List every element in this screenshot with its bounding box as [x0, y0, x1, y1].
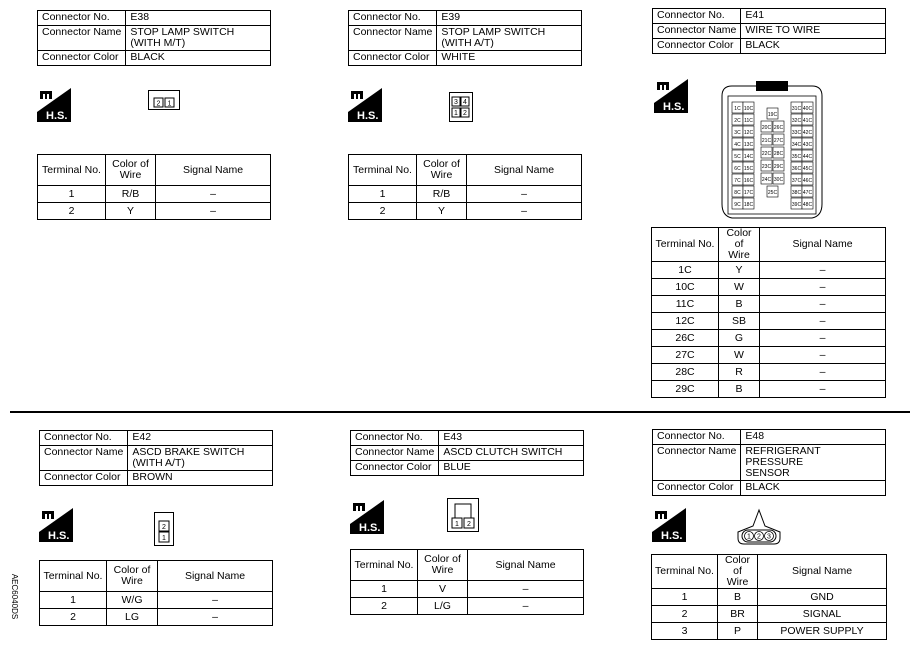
hs-label: H.S.: [663, 101, 685, 113]
pin-label: 15C: [743, 165, 754, 172]
signal-name-header: Signal Name: [158, 561, 273, 592]
connector-color-label: Connector Color: [351, 461, 439, 476]
table-row: 12C SB –: [652, 313, 886, 330]
table-row: 26C G –: [652, 330, 886, 347]
signal-name-header: Signal Name: [156, 155, 271, 186]
pin-label: 46C: [802, 177, 813, 184]
pin-label: 24C: [761, 176, 772, 183]
pin-label: 4: [463, 99, 467, 106]
hs-harness-side-icon: [652, 508, 686, 542]
pin-label: 1: [455, 521, 459, 528]
pin-label: 32C: [791, 117, 802, 124]
hs-harness-side-icon: [350, 500, 384, 534]
table-row: 27C W –: [652, 347, 886, 364]
pin-label: 6C: [734, 165, 741, 172]
pin-label: 45C: [802, 165, 813, 172]
pin-label: 18C: [743, 201, 754, 208]
connector-color-value: BLACK: [741, 39, 886, 54]
pin-label: 1C: [734, 105, 741, 112]
connector-face-e41: [720, 78, 824, 220]
pin-label: 1: [167, 100, 172, 108]
connector-info-table: [348, 10, 582, 66]
connector-e42: [39, 430, 273, 486]
connector-no-value: E41: [741, 9, 886, 24]
pin-label: 36C: [791, 165, 802, 172]
table-row: 3 P POWER SUPPLY: [652, 623, 887, 640]
connector-face-e42: [154, 512, 174, 546]
connector-color-value: BLACK: [741, 481, 886, 496]
connector-name-value: ASCD CLUTCH SWITCH: [439, 446, 584, 461]
terminal-table: [350, 549, 584, 615]
connector-no-value: E42: [128, 431, 273, 446]
table-row: 28C R –: [652, 364, 886, 381]
pin-label: 1: [162, 535, 166, 542]
pin-label: 2: [156, 100, 161, 108]
connector-info-table: [652, 8, 886, 54]
terminal-table: [651, 554, 887, 640]
figure-code: AEC6040DS: [10, 573, 20, 620]
connector-name-label: Connector Name: [40, 446, 128, 471]
color-of-wire-header: Color of Wire: [418, 550, 468, 581]
connector-e38: [37, 10, 271, 66]
connector-color-value: BLUE: [439, 461, 584, 476]
connector-no-label: Connector No.: [351, 431, 439, 446]
pin-label: 3: [454, 99, 458, 106]
connector-color-value: BROWN: [128, 471, 273, 486]
hs-label: H.S.: [661, 530, 683, 542]
pin-label: 26C: [773, 124, 784, 131]
connector-name-value: REFRIGERANT PRESSURE SENSOR: [741, 445, 886, 481]
hs-harness-side-icon: [39, 508, 73, 542]
connector-name-label: Connector Name: [38, 26, 126, 51]
pin-label: 23C: [761, 163, 772, 170]
connector-face-e38: [148, 90, 180, 110]
signal-name-header: Signal Name: [758, 555, 887, 589]
pin-label: 34C: [791, 141, 802, 148]
connector-color-label: Connector Color: [40, 471, 128, 486]
connector-no-value: E38: [126, 11, 271, 26]
pin-label: 44C: [802, 153, 813, 160]
connector-e43: [350, 430, 584, 476]
connector-face-e48: [734, 508, 784, 546]
connector-name-label: Connector Name: [351, 446, 439, 461]
connector-no-label: Connector No.: [40, 431, 128, 446]
pin-label: 12C: [743, 129, 754, 136]
pin-label: 38C: [791, 189, 802, 196]
connector-color-label: Connector Color: [38, 51, 126, 66]
connector-no-value: E43: [439, 431, 584, 446]
connector-info-table: [37, 10, 271, 66]
hs-harness-side-icon: [654, 79, 688, 113]
table-row: 1 R/B –: [349, 186, 582, 203]
pin-label: 41C: [802, 117, 813, 124]
table-row: 1 B GND: [652, 589, 887, 606]
signal-name-header: Signal Name: [467, 155, 582, 186]
hs-label: H.S.: [359, 522, 381, 534]
connector-name-value: WIRE TO WIRE: [741, 24, 886, 39]
table-row: 2 Y –: [349, 203, 582, 220]
connector-face-e39: [449, 92, 473, 122]
connector-name-value: ASCD BRAKE SWITCH (WITH A/T): [128, 446, 273, 471]
pin-label: 16C: [743, 177, 754, 184]
connector-name-label: Connector Name: [653, 445, 741, 481]
pin-label: 30C: [773, 176, 784, 183]
connector-e48: [652, 429, 886, 496]
pin-label: 21C: [761, 137, 772, 144]
pin-label: 11C: [744, 117, 753, 124]
connector-name-value: STOP LAMP SWITCH (WITH A/T): [437, 26, 582, 51]
pin-label: 20C: [761, 124, 772, 131]
color-of-wire-header: Color of Wire: [718, 555, 758, 589]
pin-label: 1: [454, 110, 458, 117]
pin-label: 47C: [802, 189, 813, 196]
pin-label: 35C: [791, 153, 802, 160]
table-row: 10C W –: [652, 279, 886, 296]
pin-label: 33C: [791, 129, 802, 136]
pin-label: 7C: [734, 177, 741, 184]
color-of-wire-header: Color of Wire: [719, 228, 760, 262]
table-row: 2 BR SIGNAL: [652, 606, 887, 623]
terminal-no-header: Terminal No.: [652, 228, 719, 262]
connector-color-value: WHITE: [437, 51, 582, 66]
pin-label: 29C: [773, 163, 784, 170]
connector-no-label: Connector No.: [653, 9, 741, 24]
hs-label: H.S.: [48, 530, 70, 542]
pin-label: 8C: [734, 189, 741, 196]
table-row: 1C Y –: [652, 262, 886, 279]
connector-face-e43: [447, 498, 479, 532]
connector-name-label: Connector Name: [349, 26, 437, 51]
table-row: 2 Y –: [38, 203, 271, 220]
pin-label: 1: [747, 533, 751, 541]
connector-name-label: Connector Name: [653, 24, 741, 39]
pin-label: 17C: [743, 189, 754, 196]
hs-label: H.S.: [46, 110, 68, 122]
connector-no-value: E39: [437, 11, 582, 26]
pin-label: 28C: [773, 150, 784, 157]
table-row: 1 V –: [351, 581, 584, 598]
pin-label: 3: [767, 533, 771, 541]
pin-label: 22C: [761, 150, 772, 157]
pin-label: 19C: [767, 111, 778, 118]
hs-harness-side-icon: [348, 88, 382, 122]
terminal-table: [39, 560, 273, 626]
section-divider: [10, 411, 910, 413]
table-row: 1 R/B –: [38, 186, 271, 203]
connector-color-label: Connector Color: [349, 51, 437, 66]
color-of-wire-header: Color of Wire: [106, 155, 156, 186]
pin-label: 2C: [734, 117, 741, 124]
pin-label: 13C: [743, 141, 754, 148]
connector-no-label: Connector No.: [349, 11, 437, 26]
pin-label: 37C: [791, 177, 802, 184]
connector-info-table: [39, 430, 273, 486]
pin-label: 48C: [802, 201, 813, 208]
connector-no-label: Connector No.: [38, 11, 126, 26]
pin-label: 14C: [743, 153, 754, 160]
connector-e39: [348, 10, 582, 66]
connector-no-value: E48: [741, 430, 886, 445]
connector-color-value: BLACK: [126, 51, 271, 66]
connector-no-label: Connector No.: [653, 430, 741, 445]
color-of-wire-header: Color of Wire: [107, 561, 158, 592]
pin-label: 40C: [802, 105, 813, 112]
terminal-table: [37, 154, 271, 220]
hs-label: H.S.: [357, 110, 379, 122]
connector-color-label: Connector Color: [653, 39, 741, 54]
terminal-no-header: Terminal No.: [351, 550, 418, 581]
pin-label: 2: [463, 110, 467, 117]
terminal-no-header: Terminal No.: [40, 561, 107, 592]
pin-label: 2: [757, 533, 761, 541]
terminal-no-header: Terminal No.: [38, 155, 106, 186]
pin-label: 39C: [791, 201, 802, 208]
table-row: 1 W/G –: [40, 592, 273, 609]
connector-info-table: [350, 430, 584, 476]
pin-label: 27C: [773, 137, 784, 144]
terminal-no-header: Terminal No.: [652, 555, 718, 589]
pin-label: 2: [162, 524, 166, 531]
pin-label: 25C: [767, 189, 778, 196]
terminal-table: [651, 227, 886, 398]
table-row: 11C B –: [652, 296, 886, 313]
pin-label: 5C: [734, 153, 741, 160]
terminal-no-header: Terminal No.: [349, 155, 417, 186]
pin-label: 31C: [791, 105, 802, 112]
pin-label: 3C: [734, 129, 741, 136]
connector-e41: [652, 8, 886, 54]
connector-color-label: Connector Color: [653, 481, 741, 496]
table-row: 2 LG –: [40, 609, 273, 626]
pin-label: 9C: [734, 201, 741, 208]
hs-harness-side-icon: [37, 88, 71, 122]
pin-label: 2: [467, 521, 471, 528]
signal-name-header: Signal Name: [760, 228, 886, 262]
table-row: 2 L/G –: [351, 598, 584, 615]
table-row: 29C B –: [652, 381, 886, 398]
terminal-table: [348, 154, 582, 220]
connector-info-table: [652, 429, 886, 496]
connector-name-value: STOP LAMP SWITCH (WITH M/T): [126, 26, 271, 51]
signal-name-header: Signal Name: [468, 550, 584, 581]
pin-label: 10C: [743, 105, 754, 112]
pin-label: 4C: [734, 141, 741, 148]
color-of-wire-header: Color of Wire: [417, 155, 467, 186]
pin-label: 42C: [802, 129, 813, 136]
pin-label: 43C: [802, 141, 813, 148]
